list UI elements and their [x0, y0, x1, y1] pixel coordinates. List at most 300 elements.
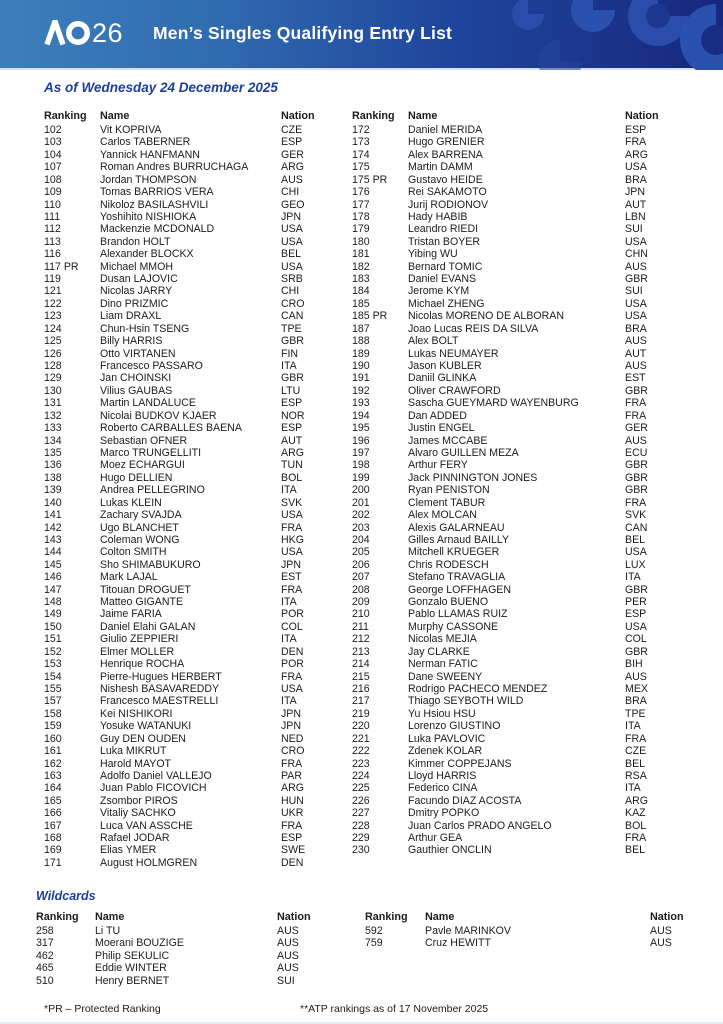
- entry-nation: BEL: [281, 248, 302, 261]
- entry-ranking: 129: [44, 372, 62, 385]
- entry-player-name: Yoshihito NISHIOKA: [100, 210, 197, 223]
- entry-player-name: Guy DEN OUDEN: [100, 732, 186, 745]
- entry-nation: USA: [281, 546, 303, 559]
- entry-ranking: 149: [44, 608, 62, 621]
- entry-player-name: Jaime FARIA: [100, 608, 162, 621]
- entry-nation: ESP: [281, 397, 303, 410]
- entry-player-name: Vit KOPRIVA: [100, 124, 162, 136]
- entry-nation: ESP: [281, 422, 303, 435]
- entry-player-name: Carlos TABERNER: [100, 136, 191, 149]
- entry-ranking: 104: [44, 148, 62, 161]
- entry-player-name: Luca VAN ASSCHE: [100, 819, 193, 832]
- entry-nation: CRO: [281, 745, 305, 758]
- entry-row: [44, 335, 346, 347]
- entry-player-name: Chun-Hsin TSENG: [100, 322, 190, 335]
- entry-row: [352, 758, 682, 770]
- entry-ranking: 160: [44, 732, 62, 745]
- entry-nation: CHI: [281, 186, 300, 199]
- entry-ranking: 215: [352, 670, 370, 683]
- entry-nation: BRA: [625, 173, 647, 186]
- entry-nation: AUS: [625, 670, 647, 683]
- entry-ranking: 317: [36, 937, 54, 950]
- entry-player-name: Alex BARRENA: [408, 148, 483, 161]
- entry-player-name: Jan CHOINSKI: [100, 372, 172, 385]
- entry-ranking: 189: [352, 347, 370, 360]
- entry-ranking: 103: [44, 136, 62, 149]
- entry-row: [352, 422, 682, 434]
- entry-ranking: 153: [44, 658, 62, 671]
- entry-nation: CHN: [625, 248, 648, 261]
- entry-player-name: Mackenzie MCDONALD: [100, 223, 215, 236]
- entry-nation: AUS: [650, 937, 672, 950]
- entry-ranking: 192: [352, 384, 370, 397]
- entry-player-name: Vilius GAUBAS: [100, 384, 173, 397]
- entry-player-name: Titouan DROGUET: [100, 583, 191, 596]
- entry-nation: ARG: [281, 446, 304, 459]
- entry-nation: USA: [281, 509, 303, 522]
- entry-ranking: 465: [36, 962, 54, 975]
- entry-nation: ESP: [625, 608, 647, 621]
- entry-ranking: 116: [44, 248, 61, 261]
- entry-ranking: 188: [352, 335, 370, 348]
- entry-row: [352, 795, 682, 807]
- entry-player-name: Roman Andres BURRUCHAGA: [100, 161, 249, 174]
- entry-nation: FRA: [281, 757, 303, 770]
- entry-nation: ECU: [625, 446, 648, 459]
- entry-ranking: 182: [352, 260, 370, 273]
- entry-ranking: 122: [44, 297, 62, 310]
- entry-nation: AUS: [277, 925, 299, 937]
- entry-player-name: Lloyd HARRIS: [408, 769, 477, 782]
- entry-ranking: 123: [44, 310, 62, 323]
- entry-ranking: 109: [44, 186, 62, 199]
- entry-ranking: 162: [44, 757, 62, 770]
- entry-player-name: Henrique ROCHA: [100, 658, 185, 671]
- entry-ranking: 155: [44, 682, 62, 695]
- entry-nation: USA: [625, 297, 647, 310]
- entry-nation: HUN: [281, 794, 304, 807]
- entry-row: [44, 273, 346, 285]
- entry-ranking: 195: [352, 422, 370, 435]
- entry-player-name: Ryan PENISTON: [408, 484, 490, 497]
- entry-player-name: Pavle MARINKOV: [425, 925, 511, 937]
- entry-row: [352, 323, 682, 335]
- wildcard-row: [36, 950, 342, 962]
- entry-ranking: 190: [352, 360, 370, 373]
- entry-player-name: Daniel Elahi GALAN: [100, 620, 196, 633]
- entry-row: [44, 360, 346, 372]
- entry-row: [44, 509, 346, 521]
- entry-player-name: Pablo LLAMAS RUIZ: [408, 608, 508, 621]
- entry-row: [352, 435, 682, 447]
- entry-ranking: 177: [352, 198, 370, 211]
- entry-ranking: 169: [44, 844, 62, 857]
- entry-player-name: Rafael JODAR: [100, 832, 170, 845]
- column-header-ranking: Ranking: [352, 110, 395, 122]
- entry-player-name: Alex BOLT: [408, 335, 459, 348]
- entry-row: [44, 149, 346, 161]
- entry-nation: ARG: [281, 161, 304, 174]
- entry-ranking: 119: [44, 273, 61, 286]
- entry-nation: USA: [281, 682, 303, 695]
- entry-player-name: Li TU: [95, 925, 121, 937]
- entry-player-name: Luka MIKRUT: [100, 745, 167, 758]
- entry-player-name: Murphy CASSONE: [408, 620, 499, 633]
- entry-nation: AUS: [281, 173, 303, 186]
- entry-player-name: Hugo DELLIEN: [100, 471, 173, 484]
- entry-ranking: 144: [44, 546, 62, 559]
- entry-nation: BEL: [625, 757, 646, 770]
- entry-nation: SWE: [281, 844, 306, 857]
- entry-ranking: 212: [352, 633, 370, 646]
- entry-row: [44, 348, 346, 360]
- entry-ranking: 145: [44, 558, 62, 571]
- entry-row: [44, 658, 346, 670]
- entry-ranking: 204: [352, 533, 370, 546]
- entry-row: [352, 223, 682, 235]
- entry-row: [44, 298, 346, 310]
- entry-row: [352, 174, 682, 186]
- entry-row: [352, 646, 682, 658]
- entry-row: [44, 236, 346, 248]
- wildcard-row: [36, 962, 342, 974]
- entry-ranking: 151: [44, 633, 62, 646]
- entry-player-name: Jack PINNINGTON JONES: [408, 471, 538, 484]
- entry-ranking: 185 PR: [352, 310, 388, 323]
- entry-row: [352, 484, 682, 496]
- entry-nation: BEL: [625, 844, 646, 857]
- entry-player-name: Martin LANDALUCE: [100, 397, 196, 410]
- entry-nation: CRO: [281, 297, 305, 310]
- entry-ranking: 141: [44, 509, 62, 522]
- entry-player-name: Vitaliy SACHKO: [100, 807, 176, 820]
- entry-row: [44, 211, 346, 223]
- entry-player-name: Daniel EVANS: [408, 273, 477, 286]
- entry-ranking: 510: [36, 974, 54, 987]
- entry-ranking: 173: [352, 136, 370, 149]
- entry-row: [44, 820, 346, 832]
- entry-ranking: 138: [44, 471, 62, 484]
- entry-row: [44, 733, 346, 745]
- entry-row: [352, 807, 682, 819]
- entry-ranking: 125: [44, 335, 62, 348]
- entry-ranking: 140: [44, 496, 62, 509]
- entry-nation: DEN: [281, 856, 304, 869]
- entry-ranking: 185: [352, 297, 370, 310]
- entry-nation: AUT: [281, 434, 303, 447]
- entry-row: [352, 298, 682, 310]
- column-header-nation: Nation: [277, 911, 311, 923]
- entry-player-name: Leandro RIEDI: [408, 223, 479, 236]
- entry-nation: TPE: [625, 707, 646, 720]
- entry-nation: AUS: [625, 360, 647, 373]
- entry-nation: USA: [625, 161, 647, 174]
- entry-ranking: 223: [352, 757, 370, 770]
- entry-list-left-column: [44, 110, 346, 869]
- entry-player-name: Otto VIRTANEN: [100, 347, 176, 360]
- entry-ranking: 224: [352, 769, 370, 782]
- entry-nation: GBR: [625, 484, 648, 497]
- entry-ranking: 191: [352, 372, 370, 385]
- entry-player-name: Lukas NEUMAYER: [408, 347, 499, 360]
- entry-nation: BRA: [625, 695, 647, 708]
- entry-player-name: Hugo GRENIER: [408, 136, 485, 149]
- entry-ranking: 211: [352, 620, 369, 633]
- entry-row: [44, 161, 346, 173]
- entry-ranking: 176: [352, 186, 370, 199]
- entry-player-name: Zsombor PIROS: [100, 794, 178, 807]
- wildcards-title: Wildcards: [36, 889, 96, 903]
- entry-ranking: 220: [352, 720, 370, 733]
- entry-ranking: 175 PR: [352, 173, 388, 186]
- entry-nation: GBR: [625, 273, 648, 286]
- entry-player-name: Juan Pablo FICOVICH: [100, 782, 207, 795]
- entry-ranking: 193: [352, 397, 370, 410]
- entry-ranking: 208: [352, 583, 370, 596]
- entry-nation: AUT: [625, 347, 647, 360]
- footnote-protected-ranking: *PR – Protected Ranking: [44, 1003, 161, 1015]
- entry-row: [352, 733, 682, 745]
- column-header-row: [352, 110, 682, 124]
- entry-ranking: 199: [352, 471, 370, 484]
- entry-nation: FRA: [625, 732, 647, 745]
- entry-nation: FRA: [625, 832, 647, 845]
- entry-ranking: 148: [44, 596, 62, 609]
- entry-nation: AUT: [625, 198, 647, 211]
- entry-player-name: Jurij RODIONOV: [408, 198, 489, 211]
- entry-row: [352, 397, 682, 409]
- entry-nation: GBR: [625, 471, 648, 484]
- entry-player-name: Arthur FERY: [408, 459, 468, 472]
- entry-nation: SUI: [625, 223, 643, 236]
- entry-nation: ESP: [281, 832, 303, 845]
- entry-nation: ITA: [625, 571, 641, 584]
- entry-player-name: Andrea PELLEGRINO: [100, 484, 205, 497]
- entry-ranking: 219: [352, 707, 370, 720]
- entry-ranking: 205: [352, 546, 370, 559]
- entry-ranking: 217: [352, 695, 370, 708]
- entry-player-name: Juan Carlos PRADO ANGELO: [408, 819, 552, 832]
- entry-nation: FRA: [281, 521, 303, 534]
- wildcard-row: [36, 925, 342, 937]
- entry-player-name: Lorenzo GIUSTINO: [408, 720, 501, 733]
- entry-nation: UKR: [281, 807, 304, 820]
- entry-ranking: 108: [44, 173, 62, 186]
- entry-nation: COL: [281, 620, 303, 633]
- entry-ranking: 181: [352, 248, 370, 261]
- entry-row: [44, 248, 346, 260]
- entry-ranking: 165: [44, 794, 62, 807]
- entry-player-name: Mark LAJAL: [100, 571, 158, 584]
- entry-player-name: Tristan BOYER: [408, 235, 481, 248]
- entry-nation: FRA: [625, 496, 647, 509]
- entry-player-name: James MCCABE: [408, 434, 488, 447]
- entry-player-name: Chris RODESCH: [408, 558, 489, 571]
- entry-player-name: Thiago SEYBOTH WILD: [408, 695, 524, 708]
- entry-row: [44, 857, 346, 869]
- entry-nation: RSA: [625, 769, 647, 782]
- entry-ranking: 184: [352, 285, 370, 298]
- entry-row: [44, 124, 346, 136]
- entry-player-name: Philip SEKULIC: [95, 949, 170, 962]
- entry-ranking: 117 PR: [44, 260, 79, 273]
- entry-player-name: Francesco MAESTRELLI: [100, 695, 219, 708]
- entry-nation: USA: [625, 235, 647, 248]
- entry-player-name: Yosuke WATANUKI: [100, 720, 192, 733]
- entry-player-name: Clement TABUR: [408, 496, 486, 509]
- entry-nation: PER: [625, 596, 647, 609]
- entry-player-name: Nishesh BASAVAREDDY: [100, 682, 220, 695]
- entry-player-name: Henry BERNET: [95, 974, 170, 987]
- entry-row: [44, 223, 346, 235]
- wildcards-right-column: [365, 911, 687, 950]
- entry-row: [352, 832, 682, 844]
- entry-ranking: 174: [352, 148, 370, 161]
- entry-player-name: Adolfo Daniel VALLEJO: [100, 769, 212, 782]
- entry-player-name: Dusan LAJOVIC: [100, 273, 178, 286]
- entry-nation: BRA: [625, 322, 647, 335]
- entry-player-name: Nerman FATIC: [408, 658, 478, 671]
- entry-player-name: Yannick HANFMANN: [100, 148, 200, 161]
- entry-ranking: 130: [44, 384, 62, 397]
- entry-row: [352, 459, 682, 471]
- entry-row: [352, 633, 682, 645]
- entry-nation: AUS: [650, 925, 672, 937]
- entry-ranking: 229: [352, 832, 370, 845]
- page-title: Men’s Singles Qualifying Entry List: [153, 23, 453, 43]
- entry-nation: DEN: [281, 645, 304, 658]
- entry-row: [352, 236, 682, 248]
- entry-row: [44, 261, 346, 273]
- entry-row: [352, 199, 682, 211]
- entry-row: [44, 782, 346, 794]
- entry-row: [44, 484, 346, 496]
- entry-nation: ITA: [281, 360, 297, 373]
- entry-row: [44, 832, 346, 844]
- entry-ranking: 135: [44, 446, 62, 459]
- column-header-ranking: Ranking: [365, 911, 408, 923]
- entry-ranking: 178: [352, 210, 370, 223]
- entry-player-name: Dino PRIZMIC: [100, 297, 169, 310]
- entry-nation: ARG: [281, 782, 304, 795]
- entry-ranking: 146: [44, 571, 62, 584]
- entry-player-name: Nikoloz BASILASHVILI: [100, 198, 209, 211]
- entry-nation: LUX: [625, 558, 646, 571]
- entry-row: [352, 820, 682, 832]
- entry-row: [352, 770, 682, 782]
- entry-nation: EST: [281, 571, 302, 584]
- entry-player-name: Nicolas JARRY: [100, 285, 173, 298]
- entry-nation: GBR: [625, 384, 648, 397]
- entry-row: [352, 608, 682, 620]
- entry-row: [352, 509, 682, 521]
- entry-player-name: Cruz HEWITT: [425, 937, 491, 950]
- entry-row: [352, 335, 682, 347]
- entry-row: [352, 211, 682, 223]
- entry-nation: GBR: [625, 645, 648, 658]
- entry-nation: AUS: [277, 949, 299, 962]
- entry-nation: USA: [281, 260, 303, 273]
- entry-player-name: Alexander BLOCKX: [100, 248, 194, 261]
- entry-row: [44, 621, 346, 633]
- entry-ranking: 147: [44, 583, 62, 596]
- entry-row: [44, 435, 346, 447]
- entry-player-name: Billy HARRIS: [100, 335, 163, 348]
- entry-nation: ITA: [281, 484, 297, 497]
- entry-row: [352, 534, 682, 546]
- banner-arc-pattern-decoration: [498, 0, 723, 70]
- entry-nation: GBR: [281, 335, 304, 348]
- entry-ranking: 167: [44, 819, 62, 832]
- entry-ranking: 172: [352, 124, 370, 136]
- entry-row: [352, 447, 682, 459]
- entry-row: [44, 671, 346, 683]
- entry-player-name: Bernard TOMIC: [408, 260, 483, 273]
- entry-player-name: Moerani BOUZIGE: [95, 937, 184, 950]
- entry-row: [352, 385, 682, 397]
- entry-ranking: 128: [44, 360, 62, 373]
- column-header-nation: Nation: [625, 110, 659, 122]
- entry-ranking: 136: [44, 459, 62, 472]
- entry-player-name: Daniil GLINKA: [408, 372, 477, 385]
- entry-ranking: 201: [352, 496, 370, 509]
- entry-ranking: 200: [352, 484, 370, 497]
- entry-player-name: Federico CINA: [408, 782, 478, 795]
- entry-ranking: 102: [44, 124, 62, 136]
- column-header-row: [44, 110, 346, 124]
- entry-nation: ARG: [625, 148, 648, 161]
- header-banner: [0, 0, 723, 70]
- entry-row: [44, 472, 346, 484]
- entry-nation: TUN: [281, 459, 303, 472]
- entry-ranking: 179: [352, 223, 370, 236]
- entry-nation: SRB: [281, 273, 303, 286]
- entry-nation: NOR: [281, 409, 305, 422]
- entry-nation: POR: [281, 658, 304, 671]
- entry-player-name: Sho SHIMABUKURO: [100, 558, 201, 571]
- entry-row: [44, 807, 346, 819]
- column-header-row: [36, 911, 342, 925]
- entry-ranking: 207: [352, 571, 370, 584]
- entry-nation: SVK: [625, 509, 647, 522]
- entry-nation: ESP: [281, 136, 303, 149]
- logo-year: 26: [92, 18, 124, 48]
- entry-player-name: Elmer MOLLER: [100, 645, 175, 658]
- entry-player-name: Jerome KYM: [408, 285, 470, 298]
- entry-nation: PAR: [281, 769, 302, 782]
- entry-player-name: Gustavo HEIDE: [408, 173, 483, 186]
- entry-ranking: 194: [352, 409, 370, 422]
- entry-player-name: Elias YMER: [100, 844, 157, 857]
- entry-nation: GBR: [625, 583, 648, 596]
- entry-nation: LBN: [625, 210, 646, 223]
- entry-player-name: Nicolas MORENO DE ALBORAN: [408, 310, 564, 323]
- entry-nation: ITA: [625, 720, 641, 733]
- wildcard-row: [36, 937, 342, 949]
- entry-row: [352, 149, 682, 161]
- entry-nation: BOL: [625, 819, 647, 832]
- entry-nation: JPN: [281, 210, 302, 223]
- entry-ranking: 168: [44, 832, 62, 845]
- column-header-name: Name: [95, 911, 125, 923]
- entry-ranking: 197: [352, 446, 370, 459]
- entry-player-name: Zdenek KOLAR: [408, 745, 483, 758]
- entry-player-name: Stefano TRAVAGLIA: [408, 571, 506, 584]
- entry-row: [44, 708, 346, 720]
- entry-ranking: 107: [44, 161, 62, 174]
- entry-player-name: Yu Hsiou HSU: [408, 707, 476, 720]
- entry-row: [44, 522, 346, 534]
